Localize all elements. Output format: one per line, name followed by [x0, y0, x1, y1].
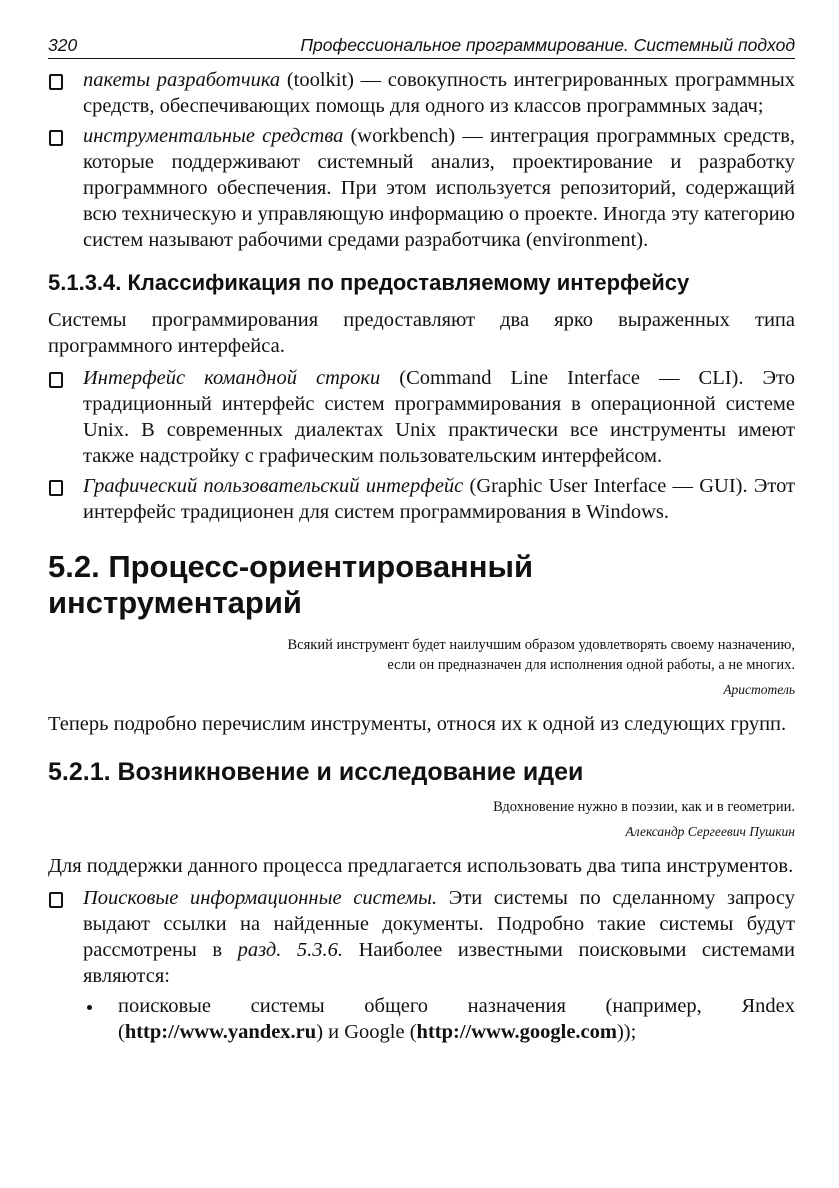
epigraph-line: если он предназначен для исполнения одной работы, а не многих.	[387, 657, 795, 673]
bullet-dot-icon	[87, 1005, 92, 1010]
search-bullet-list	[48, 885, 795, 1045]
paragraph-tools-intro: Теперь подробно перечислим инструменты, относя их к одной из следующих групп.	[48, 713, 787, 735]
url-google: http://www.google.com	[416, 1021, 617, 1043]
heading-5134: 5.1.3.4. Классификация по предоставляемому интерфейсу	[48, 270, 690, 295]
term: инструментальные средства	[83, 125, 344, 147]
term: Графический пользовательский интерфейс	[83, 475, 464, 497]
top-bullet-list	[48, 67, 795, 253]
term: пакеты разработчика	[83, 69, 281, 91]
heading-52-line1: 5.2. Процесс-ориентированный	[48, 549, 534, 584]
term: Интерфейс командной строки	[83, 367, 381, 389]
definition: (Command Line Interface — CLI). Это традиционный интерфейс систем программирования в операционной системе Unix. В современных диалектах Unix практически все инструменты имеют также надстройку с графическим пользовательским интерфейсом.	[83, 367, 795, 467]
checkbox-bullet-icon	[49, 372, 63, 388]
sub-list-item-general-search	[48, 993, 795, 1045]
term: Поисковые информационные системы.	[83, 887, 438, 909]
page-number: 320	[48, 35, 78, 55]
definition: (toolkit) — совокупность интегрированных программных средств, обеспечивающих помощь для одного из классов программных задач;	[83, 69, 795, 117]
epigraph-aristotle	[48, 635, 795, 675]
running-title: Профессиональное программирование. Системный подход	[300, 35, 795, 55]
definition-cont: Наиболее известными поисковыми системами являются:	[83, 939, 795, 987]
epigraph-author: Александр Сергеевич Пушкин	[625, 824, 795, 839]
definition: (workbench) — интеграция программных средств, которые поддерживают системный анализ, проектирование и разработку программного обеспечения. При этом используется репозиторий, содержащий всю техническую и управляющую информацию о проекте. Иногда эту категорию систем называют рабочими средами разработчика (environment).	[83, 125, 796, 251]
sub-text: ));	[616, 1021, 637, 1043]
checkbox-bullet-icon	[49, 74, 63, 90]
running-header	[48, 34, 795, 59]
paragraph-idea-intro: Для поддержки данного процесса предлагается использовать два типа инструментов.	[48, 855, 794, 877]
checkbox-bullet-icon	[49, 892, 63, 908]
heading-52	[48, 549, 795, 621]
list-item-workbench	[48, 123, 795, 253]
section-reference: разд. 5.3.6.	[237, 939, 344, 961]
list-item-cli	[48, 365, 795, 469]
paragraph-interface-intro: Системы программирования предоставляют два ярко выраженных типа программного интерфейса.	[48, 309, 795, 357]
epigraph-pushkin: Вдохновение нужно в поэзии, как и в геометрии.	[493, 799, 795, 815]
list-item-gui	[48, 473, 795, 525]
sub-text: поисковые системы общего назначения (например, Яndex (	[118, 995, 795, 1043]
checkbox-bullet-icon	[49, 480, 63, 496]
epigraph-author: Аристотель	[723, 682, 795, 697]
url-yandex: http://www.yandex.ru	[124, 1021, 317, 1043]
list-item-toolkit	[48, 67, 795, 119]
heading-52-line2: инструментарий	[48, 585, 302, 620]
list-item-search-systems	[48, 885, 795, 989]
checkbox-bullet-icon	[49, 130, 63, 146]
heading-521: 5.2.1. Возникновение и исследование идеи	[48, 758, 584, 786]
definition: (Graphic User Interface — GUI). Этот интерфейс традиционен для систем программирования в Windows.	[83, 475, 796, 523]
epigraph-line: Всякий инструмент будет наилучшим образом удовлетворять своему назначению,	[287, 637, 795, 653]
interface-bullet-list	[48, 365, 795, 525]
definition: Эти системы по сделанному запросу выдают ссылки на найденные документы. Подробно такие системы будут рассмотрены в	[83, 887, 795, 961]
sub-text: ) и Google (	[316, 1021, 417, 1043]
